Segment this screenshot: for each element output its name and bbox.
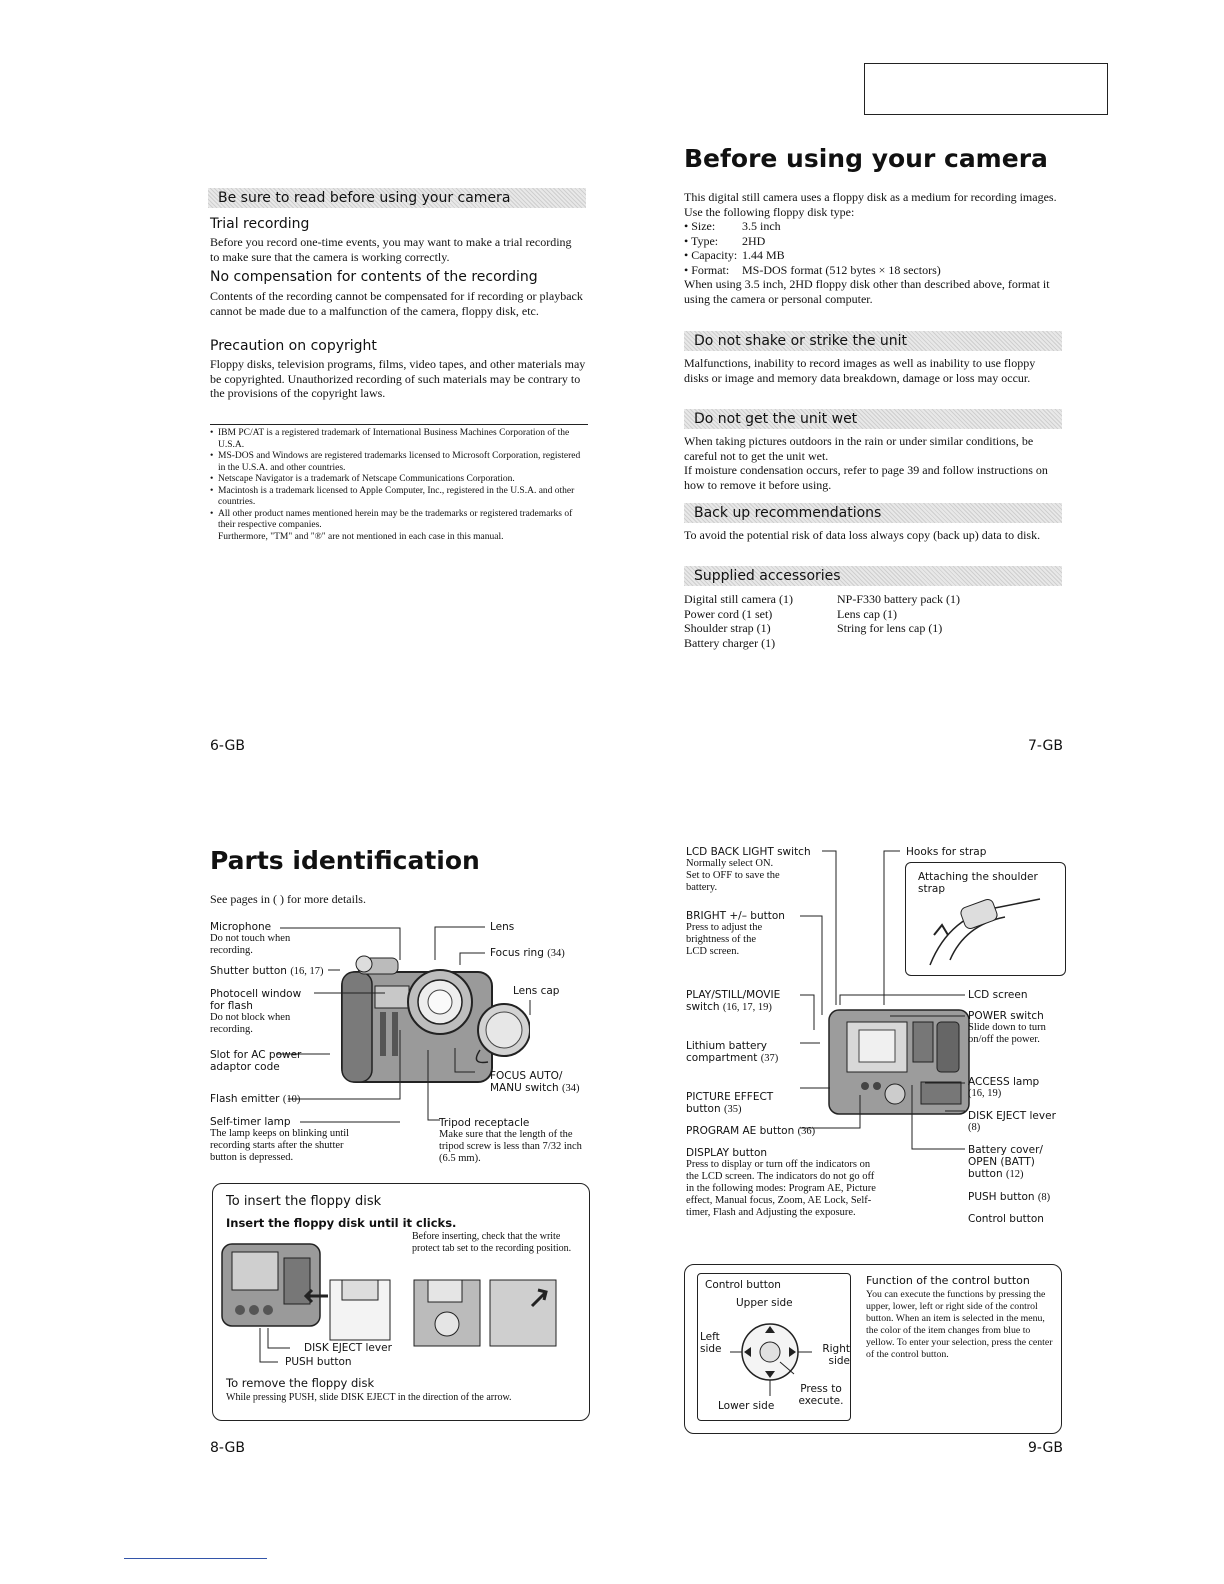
accessory-item: Lens cap (1) [837, 606, 897, 621]
trademark-list [210, 428, 588, 543]
lcd-backlight-desc: Normally select ON. Set to OFF to save the battery. [686, 858, 780, 893]
text-intro [684, 190, 1064, 306]
accessory-item: Battery charger (1) [684, 635, 776, 650]
label-slot-ac: Slot for AC power adaptor code [210, 1049, 302, 1073]
trademark-item: • Netscape Navigator is a trademark of Netscape Communications Corporation. [210, 474, 588, 486]
footnote-rule [124, 1558, 267, 1559]
battery-label: Battery cover/ OPEN (BATT) button [968, 1144, 1043, 1180]
text-do-not-get-wet [684, 434, 1062, 492]
banner-read-before-use: Be sure to read before using your camera [208, 188, 586, 208]
use-line: Use the following floppy disk type: [684, 204, 855, 219]
accessory-item: Digital still camera (1) [684, 592, 793, 606]
text-copyright: Floppy disks, television programs, films, video tapes, and other materials may be copyrighted. Unauthorized recording of such materials may be contrary to the provisions of the copyright laws. [210, 357, 586, 400]
remove-floppy-text: While pressing PUSH, slide DISK EJECT in the direction of the arrow. [226, 1392, 512, 1403]
play-label: PLAY/STILL/MOVIE switch [686, 989, 781, 1013]
label-play-still-movie [686, 989, 806, 1014]
page-number-7: 7-GB [1028, 738, 1063, 754]
selftimer-label: Self-timer lamp [210, 1116, 291, 1128]
spec-value: 3.5 inch [742, 219, 781, 233]
eject-ref: (8) [968, 1122, 981, 1133]
program-ae-label: PROGRAM AE button [686, 1125, 795, 1137]
control-function-text: You can execute the functions by pressing the upper, lower, left or right side of the control button. When an item is selected in the menu, the color of the item changes from blue to yellow. To enter your selection, press the center of the control button. [866, 1289, 1053, 1360]
spec-key: Size: [691, 219, 716, 233]
accessory-item: Shoulder strap (1) [684, 621, 771, 635]
control-upper-side: Upper side [736, 1297, 793, 1309]
label-lithium-battery [686, 1040, 786, 1065]
spec-value: 2HD [742, 233, 766, 248]
banner-back-up: Back up recommendations [684, 503, 1062, 523]
lcd-backlight-label: LCD BACK LIGHT switch [686, 846, 811, 858]
page-number-9: 9-GB [1028, 1440, 1063, 1456]
selftimer-desc: The lamp keeps on blinking until recording starts after the shutter button is depressed. [210, 1128, 350, 1163]
label-photocell [210, 988, 315, 1036]
control-press-execute: Press to execute. [798, 1383, 844, 1407]
access-ref: (16, 19) [968, 1088, 1002, 1099]
label-attaching-strap: Attaching the shoulder strap [918, 871, 1038, 895]
photocell-label: Photocell window for flash [210, 988, 302, 1012]
label-control-button: Control button [968, 1213, 1044, 1225]
shutter-label: Shutter button [210, 965, 287, 977]
eject-label: DISK EJECT lever [968, 1110, 1056, 1122]
focus-switch-label: FOCUS AUTO/ MANU switch [490, 1070, 563, 1094]
text-do-not-shake: Malfunctions, inability to record images as well as inability to use floppy disks or image and memory data breakdown, damage or loss may occur. [684, 356, 1036, 385]
header-box [864, 63, 1108, 115]
page-number-8: 8-GB [210, 1440, 245, 1456]
label-lcd-screen: LCD screen [968, 989, 1028, 1001]
spec-key: Format: [691, 262, 730, 277]
accessory-item: String for lens cap (1) [837, 621, 943, 635]
tripod-label: Tripod receptacle [439, 1117, 530, 1129]
divider [210, 424, 588, 425]
spec-row: • Capacity: 1.44 MB [684, 248, 785, 262]
format-note: When using 3.5 inch, 2HD floppy disk other than described above, format it using the camera or personal computer. [684, 277, 1050, 306]
control-left-side: Left side [700, 1331, 722, 1355]
microphone-desc: Do not touch when recording. [210, 933, 291, 956]
label-hooks-for-strap: Hooks for strap [906, 846, 987, 858]
page-title-before-using: Before using your camera [684, 144, 1048, 173]
lithium-label: Lithium battery compartment [686, 1040, 768, 1064]
play-ref: (16, 17, 19) [722, 1002, 772, 1013]
focus-ring-ref: (34) [547, 948, 565, 959]
label-bright [686, 910, 796, 958]
label-program-ae [686, 1125, 815, 1138]
label-lens: Lens [490, 921, 515, 933]
insert-box-title: To insert the floppy disk [226, 1194, 382, 1209]
spec-key: Capacity: [691, 248, 738, 262]
banner-do-not-get-wet: Do not get the unit wet [684, 409, 1062, 429]
label-tripod [439, 1117, 589, 1165]
see-pages-note: See pages in ( ) for more details. [210, 892, 366, 906]
text-no-compensation: Contents of the recording cannot be compensated for if recording or playback cannot be made due to a malfunction of the camera, floppy disk, etc. [210, 289, 583, 318]
bright-label: BRIGHT +/– button [686, 910, 785, 922]
spec-value: MS-DOS format (512 bytes × 18 sectors) [742, 262, 941, 277]
label-battery-cover [968, 1144, 1058, 1181]
heading-copyright: Precaution on copyright [210, 338, 377, 354]
accessory-item: NP-F330 battery pack (1) [837, 592, 960, 606]
spec-row: • Type: 2HD [684, 233, 766, 248]
focus-ring-label: Focus ring [490, 947, 544, 959]
trademark-item: • IBM PC/AT is a registered trademark of International Business Machines Corporation of the U.S.A. [210, 428, 588, 451]
label-push-button-9 [968, 1191, 1050, 1204]
strap-illustration [920, 895, 1050, 970]
push-ref: (8) [1037, 1192, 1051, 1203]
accessory-item: Power cord (1 set) [684, 606, 773, 621]
label-power-switch [968, 1010, 1068, 1046]
insert-box-note: Before inserting, check that the write protect tab set to the recording position. [412, 1231, 572, 1254]
accessories-left [684, 592, 834, 650]
program-ae-ref: (36) [797, 1126, 816, 1137]
label-access-lamp [968, 1076, 1068, 1100]
banner-do-not-shake: Do not shake or strike the unit [684, 331, 1062, 351]
tripod-desc: Make sure that the length of the tripod screw is less than 7/32 inch (6.5 mm). [439, 1129, 582, 1164]
control-box-title: Control button [705, 1279, 781, 1291]
lithium-ref: (37) [760, 1053, 779, 1064]
banner-accessories: Supplied accessories [684, 566, 1062, 586]
spec-key: Type: [690, 233, 719, 248]
text-back-up: To avoid the potential risk of data loss always copy (back up) data to disk. [684, 528, 1041, 542]
label-focus-switch [490, 1070, 590, 1095]
access-label: ACCESS lamp [968, 1076, 1040, 1088]
label-lens-cap: Lens cap [513, 985, 560, 997]
display-label: DISPLAY button [686, 1147, 768, 1159]
photocell-desc: Do not block when recording. [210, 1012, 291, 1035]
focus-switch-ref: (34) [561, 1083, 580, 1094]
flash-label: Flash emitter [210, 1093, 280, 1105]
page-title-parts-identification: Parts identification [210, 846, 480, 875]
flash-ref: (10) [282, 1094, 301, 1105]
display-desc: Press to display or turn off the indicators on the LCD screen. The indicators do not go off in the following modes: Program AE, Picture effect, Manual focus, Zoom, AE Lock, Self-timer, Flash and Adjusting the exposure. [686, 1159, 876, 1218]
label-push-button: PUSH button [285, 1356, 352, 1368]
control-dial-illustration [730, 1314, 812, 1396]
trademark-note: Furthermore, "TM" and "®" are not mentioned in each case in this manual. [218, 531, 504, 542]
push-label: PUSH button [968, 1191, 1035, 1203]
spec-value: 1.44 MB [742, 248, 785, 262]
control-right-side: Right side [822, 1343, 850, 1367]
remove-floppy-title: To remove the floppy disk [226, 1376, 375, 1390]
label-disk-eject [968, 1110, 1068, 1134]
bright-desc: Press to adjust the brightness of the LCD screen. [686, 922, 763, 957]
trademark-item: • MS-DOS and Windows are registered trademarks licensed to Microsoft Corporation, registered in the U.S.A. and other countries. [210, 451, 588, 474]
insert-box-subtitle: Insert the floppy disk until it clicks. [226, 1216, 457, 1230]
floppy-insert-illustration [220, 1238, 565, 1368]
shutter-ref: (16, 17) [290, 966, 324, 977]
intro-line: This digital still camera uses a floppy disk as a medium for recording images. [684, 190, 1057, 204]
trademark-item: • Macintosh is a trademark licensed to Apple Computer, Inc., registered in the U.S.A. and other countries. [210, 486, 588, 509]
label-disk-eject-lever: DISK EJECT lever [304, 1342, 392, 1354]
page-number-6: 6-GB [210, 738, 245, 754]
accessories-right [837, 592, 1037, 636]
picture-effect-ref: (35) [723, 1104, 742, 1115]
label-flash-emitter [210, 1093, 300, 1106]
heading-trial-recording: Trial recording [210, 216, 310, 232]
power-label: POWER switch [968, 1010, 1044, 1022]
heading-no-compensation: No compensation for contents of the recording [210, 269, 538, 285]
label-picture-effect [686, 1091, 786, 1116]
label-self-timer [210, 1116, 370, 1164]
spec-row: • Size: 3.5 inch [684, 219, 781, 233]
text-trial-recording: Before you record one-time events, you may want to make a trial recording to make sure that the camera is working correctly. [210, 235, 572, 264]
control-function-title: Function of the control button [866, 1274, 1030, 1287]
control-lower-side: Lower side [718, 1400, 775, 1412]
picture-effect-label: PICTURE EFFECT button [686, 1091, 774, 1115]
label-shutter-button [210, 965, 324, 978]
label-microphone [210, 921, 320, 957]
trademark-item: • All other product names mentioned herein may be the trademarks or registered trademarks of their respective companies. [210, 509, 588, 532]
wet-line-2: If moisture condensation occurs, refer to page 39 and follow instructions on how to remove it before using. [684, 463, 1048, 492]
battery-ref: (12) [1005, 1169, 1024, 1180]
power-desc: Slide down to turn on/off the power. [968, 1022, 1046, 1045]
spec-row: • Format: MS-DOS format (512 bytes × 18 sectors) [684, 262, 941, 277]
label-focus-ring [490, 947, 565, 960]
wet-line-1: When taking pictures outdoors in the rain or under similar conditions, be careful not to get the unit wet. [684, 434, 1034, 463]
microphone-label: Microphone [210, 921, 272, 933]
